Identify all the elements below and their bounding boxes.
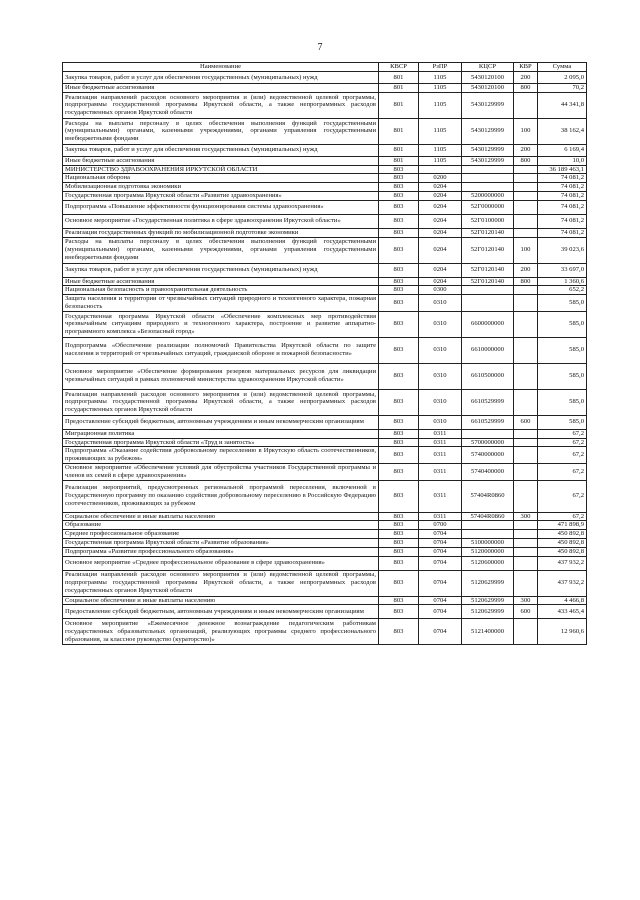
cell-kcsr: 57404R0860 [462, 480, 514, 512]
cell-kvsr: 803 [379, 237, 419, 263]
cell-kcsr: 6600000000 [462, 311, 514, 337]
cell-rzpr: 0204 [419, 237, 462, 263]
cell-rzpr: 1105 [419, 144, 462, 156]
cell-kvsr: 801 [379, 72, 419, 84]
cell-name: Закупка товаров, работ и услуг для обеспечения государственных (муниципальных) нужд [63, 144, 379, 156]
page-number: 7 [317, 42, 323, 53]
cell-kcsr [462, 521, 514, 530]
cell-kvr [514, 447, 538, 464]
cell-kvr: 100 [514, 237, 538, 263]
cell-sum: 450 892,8 [538, 547, 587, 556]
cell-kcsr: 52Г0120140 [462, 228, 514, 237]
cell-name: Основное мероприятие «Обеспечение формирования резервов материальных ресурсов для ликвидации чрезвычайных ситуаций в рамках полномочий министерства здравоохранения Иркутской области» [63, 363, 379, 389]
cell-kcsr [462, 165, 514, 174]
cell-sum: 74 081,2 [538, 174, 587, 183]
cell-sum: 585,0 [538, 311, 587, 337]
cell-name: Предоставление субсидий бюджетным, автономным учреждениям и иным некоммерческим организациям [63, 415, 379, 429]
cell-name: Основное мероприятие «Обеспечение условий для обустройства участников Государственной программы и членов их семей в сфере здравоохранения» [63, 463, 379, 480]
cell-sum: 38 162,4 [538, 118, 587, 144]
cell-name: Подпрограмма «Развитие профессионального образования» [63, 547, 379, 556]
cell-name: Подпрограмма «Обеспечение реализации полномочий Правительства Иркутской области по защите населения и территорий от чрезвычайных ситуаций, гражданской обороне и пожарной безопасности» [63, 337, 379, 363]
cell-name: Подпрограмма «Оказание содействия добровольному переселению в Иркутскую область соотечественников, проживающих за рубежом» [63, 447, 379, 464]
cell-rzpr [419, 165, 462, 174]
table-row [63, 389, 587, 415]
budget-table [62, 62, 587, 645]
cell-sum: 67,2 [538, 438, 587, 447]
cell-kvsr: 803 [379, 556, 419, 570]
cell-kcsr [462, 429, 514, 438]
cell-kvsr: 803 [379, 311, 419, 337]
cell-sum: 12 960,6 [538, 619, 587, 645]
cell-kvsr: 803 [379, 429, 419, 438]
table-header-row [63, 63, 587, 72]
cell-name: Государственная программа Иркутской области «Обеспечение комплексных мер противодействия чрезвычайным ситуациям природного и техногенного характера, построение и развитие аппаратно-программного комплекса «Безопасный город» [63, 311, 379, 337]
cell-kvsr: 801 [379, 84, 419, 93]
cell-kcsr: 5430120100 [462, 72, 514, 84]
cell-rzpr: 0700 [419, 521, 462, 530]
cell-kvr [514, 228, 538, 237]
cell-kvr: 800 [514, 84, 538, 93]
table-row [63, 438, 587, 447]
cell-kvsr: 803 [379, 512, 419, 521]
cell-kvr [514, 311, 538, 337]
cell-kcsr [462, 295, 514, 312]
cell-rzpr: 1105 [419, 156, 462, 165]
cell-kvr [514, 214, 538, 228]
cell-kvsr: 803 [379, 530, 419, 539]
cell-kcsr: 5430129999 [462, 144, 514, 156]
table-body [63, 72, 587, 645]
cell-name: МИНИСТЕРСТВО ЗДРАВООХРАНЕНИЯ ИРКУТСКОЙ ОБЛАСТИ [63, 165, 379, 174]
cell-kcsr: 52Г0120140 [462, 237, 514, 263]
cell-kvr [514, 438, 538, 447]
cell-kvsr: 803 [379, 463, 419, 480]
cell-kcsr: 5200000000 [462, 191, 514, 200]
cell-kcsr: 52Г0120140 [462, 263, 514, 277]
cell-rzpr: 0310 [419, 415, 462, 429]
cell-rzpr: 0204 [419, 228, 462, 237]
cell-rzpr: 0310 [419, 311, 462, 337]
table-row [63, 165, 587, 174]
cell-kcsr: 5120629999 [462, 605, 514, 619]
table-row [63, 84, 587, 93]
cell-kcsr [462, 183, 514, 192]
cell-rzpr: 0204 [419, 200, 462, 214]
cell-sum: 585,0 [538, 415, 587, 429]
table-row [63, 183, 587, 192]
cell-kvr [514, 183, 538, 192]
cell-name: Подпрограмма «Повышение эффективности функционирования системы здравоохранения» [63, 200, 379, 214]
cell-kcsr: 6610000000 [462, 337, 514, 363]
cell-kvr: 800 [514, 277, 538, 286]
cell-kvsr: 803 [379, 363, 419, 389]
cell-sum: 67,2 [538, 512, 587, 521]
cell-sum: 74 081,2 [538, 228, 587, 237]
cell-rzpr: 0310 [419, 295, 462, 312]
cell-sum: 74 081,2 [538, 200, 587, 214]
cell-kvr: 300 [514, 512, 538, 521]
cell-name: Государственная программа Иркутской области «Развитие образования» [63, 538, 379, 547]
cell-kvsr: 803 [379, 480, 419, 512]
cell-kvsr: 803 [379, 438, 419, 447]
cell-rzpr: 0704 [419, 556, 462, 570]
cell-sum: 585,0 [538, 363, 587, 389]
cell-kvsr: 803 [379, 389, 419, 415]
cell-rzpr: 0311 [419, 438, 462, 447]
cell-name: Среднее профессиональное образование [63, 530, 379, 539]
cell-kcsr: 5430129999 [462, 156, 514, 165]
cell-kvsr: 803 [379, 619, 419, 645]
cell-rzpr: 0704 [419, 530, 462, 539]
cell-name: Иные бюджетные ассигнования [63, 277, 379, 286]
cell-kvsr: 803 [379, 228, 419, 237]
table-row [63, 118, 587, 144]
cell-kcsr: 57404R0860 [462, 512, 514, 521]
table-row [63, 447, 587, 464]
cell-rzpr: 0204 [419, 277, 462, 286]
header-kvr: КВР [514, 63, 538, 72]
cell-sum: 450 892,8 [538, 530, 587, 539]
cell-rzpr: 0204 [419, 214, 462, 228]
cell-kvr [514, 556, 538, 570]
cell-kvr [514, 463, 538, 480]
cell-kvr [514, 429, 538, 438]
cell-rzpr: 0204 [419, 183, 462, 192]
cell-name: Мобилизационная подготовка экономики [63, 183, 379, 192]
cell-kcsr: 5430129999 [462, 92, 514, 118]
cell-kvr [514, 363, 538, 389]
table-row [63, 512, 587, 521]
cell-kvr: 600 [514, 415, 538, 429]
header-kcsr: КЦСР [462, 63, 514, 72]
cell-kvr [514, 619, 538, 645]
cell-sum: 585,0 [538, 337, 587, 363]
table-row [63, 200, 587, 214]
cell-sum: 450 892,8 [538, 538, 587, 547]
table-row [63, 363, 587, 389]
cell-rzpr: 1105 [419, 118, 462, 144]
table-row [63, 263, 587, 277]
cell-sum: 4 466,8 [538, 596, 587, 605]
cell-kvsr: 803 [379, 263, 419, 277]
cell-kcsr: 5100000000 [462, 538, 514, 547]
cell-kcsr: 5121400000 [462, 619, 514, 645]
cell-sum: 585,0 [538, 389, 587, 415]
table-row [63, 429, 587, 438]
cell-kcsr: 5430129999 [462, 118, 514, 144]
cell-name: Социальное обеспечение и иные выплаты населению [63, 512, 379, 521]
cell-kvsr: 803 [379, 183, 419, 192]
header-name: Наименование [63, 63, 379, 72]
cell-kvr [514, 538, 538, 547]
cell-rzpr: 1105 [419, 84, 462, 93]
cell-kvr [514, 521, 538, 530]
cell-kvsr: 803 [379, 337, 419, 363]
cell-kvsr: 803 [379, 596, 419, 605]
cell-name: Реализация мероприятий, предусмотренных региональной программой переселения, включенной в Государственную программу по оказанию содействия добровольному переселению в Российскую Федерацию соотечественников, проживающих за рубежом [63, 480, 379, 512]
cell-kvsr: 801 [379, 156, 419, 165]
cell-sum: 70,2 [538, 84, 587, 93]
cell-sum: 67,2 [538, 429, 587, 438]
cell-name: Национальная оборона [63, 174, 379, 183]
cell-sum: 6 169,4 [538, 144, 587, 156]
cell-kvr: 200 [514, 263, 538, 277]
cell-rzpr: 0300 [419, 286, 462, 295]
cell-kvsr: 803 [379, 570, 419, 596]
cell-sum: 67,2 [538, 447, 587, 464]
cell-kcsr: 5120600000 [462, 556, 514, 570]
table-row [63, 556, 587, 570]
cell-kcsr: 6610529999 [462, 415, 514, 429]
cell-kcsr: 5120629999 [462, 570, 514, 596]
cell-kcsr: 5430120100 [462, 84, 514, 93]
header-sum: Сумма [538, 63, 587, 72]
cell-kvr: 800 [514, 156, 538, 165]
cell-name: Миграционная политика [63, 429, 379, 438]
cell-name: Реализация государственных функций по мобилизационной подготовке экономики [63, 228, 379, 237]
cell-rzpr: 0704 [419, 605, 462, 619]
cell-kvr [514, 530, 538, 539]
cell-rzpr: 0704 [419, 619, 462, 645]
cell-kvsr: 803 [379, 415, 419, 429]
cell-rzpr: 0204 [419, 263, 462, 277]
table-row [63, 619, 587, 645]
cell-kcsr: 5120629999 [462, 596, 514, 605]
cell-name: Государственная программа Иркутской области «Развитие здравоохранения» [63, 191, 379, 200]
cell-kvsr: 803 [379, 191, 419, 200]
table-row [63, 72, 587, 84]
cell-kcsr: 5120000000 [462, 547, 514, 556]
table-row [63, 311, 587, 337]
cell-name: Закупка товаров, работ и услуг для обеспечения государственных (муниципальных) нужд [63, 263, 379, 277]
cell-kvsr: 803 [379, 538, 419, 547]
table-row [63, 521, 587, 530]
cell-name: Основное мероприятие «Ежемесячное денежное вознаграждение педагогическим работникам государственных образовательных организаций, реализующих программы среднего профессионального образования, за классное руководство (кураторство)» [63, 619, 379, 645]
cell-name: Государственная программа Иркутской области «Труд и занятость» [63, 438, 379, 447]
cell-kvsr: 803 [379, 295, 419, 312]
cell-name: Иные бюджетные ассигнования [63, 156, 379, 165]
cell-rzpr: 1105 [419, 72, 462, 84]
cell-sum: 471 898,9 [538, 521, 587, 530]
cell-sum: 36 189 463,1 [538, 165, 587, 174]
cell-sum: 33 697,0 [538, 263, 587, 277]
cell-kvsr: 803 [379, 547, 419, 556]
cell-rzpr: 0310 [419, 389, 462, 415]
cell-rzpr: 0704 [419, 596, 462, 605]
cell-name: Основное мероприятие «Среднее профессиональное образование в сфере здравоохранения» [63, 556, 379, 570]
cell-kvr: 100 [514, 118, 538, 144]
cell-name: Предоставление субсидий бюджетным, автономным учреждениям и иным некоммерческим организациям [63, 605, 379, 619]
cell-kvr: 600 [514, 605, 538, 619]
table-row [63, 570, 587, 596]
cell-kvr [514, 92, 538, 118]
cell-rzpr: 0704 [419, 547, 462, 556]
cell-kvr [514, 165, 538, 174]
cell-kvsr: 803 [379, 174, 419, 183]
cell-sum: 437 932,2 [538, 570, 587, 596]
table-row [63, 547, 587, 556]
cell-sum: 39 023,6 [538, 237, 587, 263]
cell-rzpr: 0200 [419, 174, 462, 183]
cell-name: Образование [63, 521, 379, 530]
cell-name: Иные бюджетные ассигнования [63, 84, 379, 93]
table-row [63, 277, 587, 286]
table-row [63, 286, 587, 295]
cell-rzpr: 0204 [419, 191, 462, 200]
cell-sum: 10,0 [538, 156, 587, 165]
cell-name: Расходы на выплаты персоналу в целях обеспечения выполнения функций государственными (муниципальными) органами, казенными учреждениями, органами управления государственными внебюджетными фондами [63, 237, 379, 263]
cell-rzpr: 0311 [419, 447, 462, 464]
cell-kcsr: 6610529999 [462, 389, 514, 415]
table-row [63, 538, 587, 547]
table-row [63, 191, 587, 200]
cell-kvr: 300 [514, 596, 538, 605]
table-row [63, 237, 587, 263]
cell-kcsr [462, 174, 514, 183]
cell-name: Реализация направлений расходов основного мероприятия и (или) ведомственной целевой программы, подпрограммы государственной программы Иркутской области, а также непрограммных расходов государственных органов Иркутской области [63, 92, 379, 118]
table-row [63, 295, 587, 312]
cell-kvr [514, 200, 538, 214]
cell-sum: 652,2 [538, 286, 587, 295]
cell-kvsr: 803 [379, 286, 419, 295]
cell-kvr: 200 [514, 144, 538, 156]
cell-kcsr: 52Г0000000 [462, 200, 514, 214]
table-row [63, 174, 587, 183]
cell-kvr [514, 389, 538, 415]
cell-kcsr [462, 530, 514, 539]
cell-kvsr: 803 [379, 214, 419, 228]
table-row [63, 605, 587, 619]
cell-kvsr: 803 [379, 165, 419, 174]
cell-kvr [514, 570, 538, 596]
cell-kvsr: 801 [379, 92, 419, 118]
table-row [63, 156, 587, 165]
header-rzpr: РзПР [419, 63, 462, 72]
cell-kvr [514, 286, 538, 295]
table-row [63, 415, 587, 429]
cell-sum: 437 932,2 [538, 556, 587, 570]
cell-rzpr: 0704 [419, 570, 462, 596]
cell-rzpr: 0310 [419, 337, 462, 363]
cell-name: Расходы на выплаты персоналу в целях обеспечения выполнения функций государственными (муниципальными) органами, казенными учреждениями, органами управления государственными внебюджетными фондами [63, 118, 379, 144]
cell-sum: 2 095,0 [538, 72, 587, 84]
table-row [63, 92, 587, 118]
cell-kvsr: 801 [379, 118, 419, 144]
cell-kvr [514, 547, 538, 556]
cell-rzpr: 0311 [419, 480, 462, 512]
cell-kvr [514, 480, 538, 512]
cell-sum: 74 081,2 [538, 183, 587, 192]
cell-kcsr: 5740000000 [462, 447, 514, 464]
cell-sum: 74 081,2 [538, 214, 587, 228]
cell-kcsr: 52Г0100000 [462, 214, 514, 228]
cell-name: Реализация направлений расходов основного мероприятия и (или) ведомственной целевой программы, подпрограммы государственной программы Иркутской области, а также непрограммных расходов государственных органов Иркутской области [63, 570, 379, 596]
cell-kvr [514, 191, 538, 200]
cell-sum: 74 081,2 [538, 191, 587, 200]
cell-name: Социальное обеспечение и иные выплаты населению [63, 596, 379, 605]
table-row [63, 228, 587, 237]
cell-kcsr [462, 286, 514, 295]
cell-name: Защита населения и территории от чрезвычайных ситуаций природного и техногенного характера, пожарная безопасность [63, 295, 379, 312]
cell-rzpr: 0311 [419, 463, 462, 480]
cell-sum: 433 465,4 [538, 605, 587, 619]
cell-sum: 585,0 [538, 295, 587, 312]
cell-kvsr: 801 [379, 144, 419, 156]
cell-kcsr: 52Г0120140 [462, 277, 514, 286]
cell-name: Национальная безопасность и правоохранительная деятельность [63, 286, 379, 295]
cell-rzpr: 0704 [419, 538, 462, 547]
cell-rzpr: 0311 [419, 512, 462, 521]
cell-kvsr: 803 [379, 605, 419, 619]
table-row [63, 596, 587, 605]
cell-kvsr: 803 [379, 277, 419, 286]
table-row [63, 463, 587, 480]
cell-sum: 1 360,6 [538, 277, 587, 286]
cell-rzpr: 0310 [419, 363, 462, 389]
cell-rzpr: 0311 [419, 429, 462, 438]
cell-kcsr: 6610500000 [462, 363, 514, 389]
cell-name: Закупка товаров, работ и услуг для обеспечения государственных (муниципальных) нужд [63, 72, 379, 84]
header-kvsr: КВСР [379, 63, 419, 72]
table-row [63, 144, 587, 156]
cell-sum: 44 341,8 [538, 92, 587, 118]
cell-kvr [514, 174, 538, 183]
cell-name: Реализация направлений расходов основного мероприятия и (или) ведомственной целевой программы, подпрограммы государственной программы Иркутской области, а также непрограммных расходов государственных органов Иркутской области [63, 389, 379, 415]
cell-kcsr: 5740400000 [462, 463, 514, 480]
cell-rzpr: 1105 [419, 92, 462, 118]
cell-sum: 67,2 [538, 463, 587, 480]
table-row [63, 337, 587, 363]
table-row [63, 214, 587, 228]
cell-kvsr: 803 [379, 521, 419, 530]
table-row [63, 480, 587, 512]
cell-kvr [514, 295, 538, 312]
cell-name: Основное мероприятие «Государственная политика в сфере здравоохранения Иркутской области» [63, 214, 379, 228]
cell-kvr [514, 337, 538, 363]
cell-kvr: 200 [514, 72, 538, 84]
cell-sum: 67,2 [538, 480, 587, 512]
cell-kcsr: 5700000000 [462, 438, 514, 447]
cell-kvsr: 803 [379, 200, 419, 214]
table-row [63, 530, 587, 539]
cell-kvsr: 803 [379, 447, 419, 464]
